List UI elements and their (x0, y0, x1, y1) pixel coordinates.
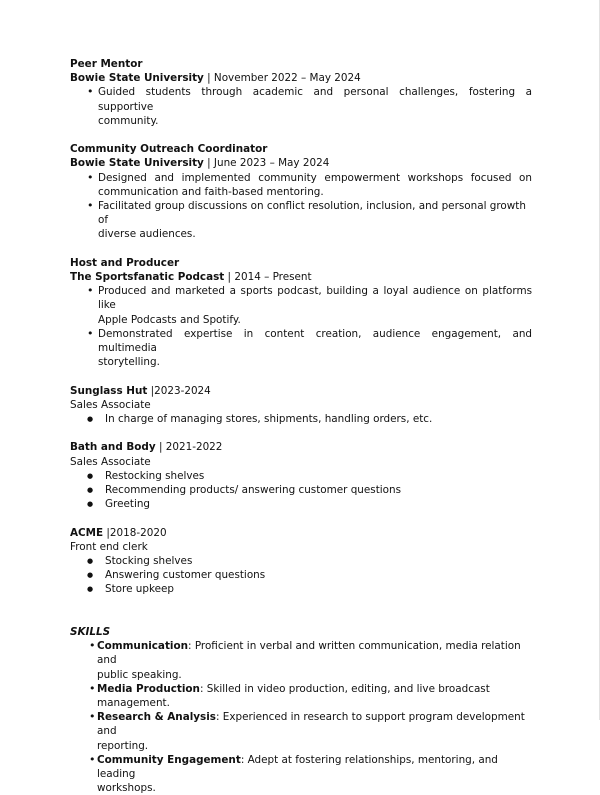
bullet-item (70, 85, 532, 128)
job-org-line (70, 440, 532, 454)
job-bullets (70, 412, 532, 426)
job-org-line (70, 156, 532, 170)
job-org-line (70, 526, 532, 540)
skill-desc: : Proficient in verbal and written communication, media relation and (97, 640, 521, 667)
bullet-text-cont: Apple Podcasts and Spotify. (98, 313, 241, 326)
bullet-item: ● Answering customer questions (70, 568, 532, 582)
skill-desc: : Experienced in research to support program development and (97, 711, 525, 738)
job-title: Host and Producer (70, 256, 180, 269)
job-outreach (70, 142, 532, 241)
job-role: Sales Associate (70, 455, 151, 468)
bullet-text-cont: community. (98, 114, 159, 127)
skills-list (70, 639, 532, 795)
skill-name: Research & Analysis (97, 711, 216, 724)
bullet-text: • Facilitated group discussions on conflict resolution, inclusion, and personal growth of (98, 200, 526, 227)
job-dates: | 2021-2022 (155, 441, 223, 454)
bullet-item: ● Restocking shelves (70, 469, 532, 483)
job-bath-and-body (70, 440, 532, 511)
skill-desc: : Skilled in video production, editing, and live broadcast (199, 682, 490, 695)
skill-name: Community Engagement (97, 753, 241, 766)
job-org: ACME (70, 526, 104, 539)
bullet-text-cont: communication and faith-based mentoring. (98, 185, 324, 198)
job-org-line (70, 384, 532, 398)
resume-content (70, 57, 532, 795)
bullet-item (70, 199, 532, 242)
job-dates: | June 2023 – May 2024 (203, 157, 330, 170)
bullet-item: ● Stocking shelves (70, 554, 532, 568)
skill-name: Communication (97, 640, 189, 653)
job-org: Bowie State University (70, 72, 204, 85)
job-bullets (70, 469, 532, 512)
bullet-text: • Produced and marketed a sports podcast, building a loyal audience on platforms like (98, 285, 532, 312)
job-sunglass-hut (70, 384, 532, 427)
job-org: Bowie State University (70, 157, 204, 170)
skill-desc-cont: workshops. (97, 782, 156, 795)
job-org: Bath and Body (70, 441, 156, 454)
job-role: Sales Associate (70, 398, 151, 411)
skill-desc-cont: reporting. (97, 739, 149, 752)
skill-desc-cont: management. (97, 697, 170, 710)
job-bullets (70, 171, 532, 242)
job-peer-mentor (70, 57, 532, 128)
job-org: Sunglass Hut (70, 384, 148, 397)
skills-section (70, 625, 532, 795)
job-dates: |2018-2020 (103, 526, 167, 539)
job-bullets (70, 554, 532, 597)
bullet-item: ● Store upkeep (70, 582, 532, 596)
job-bullets (70, 85, 532, 128)
bullet-item: ● Greeting (70, 497, 532, 511)
job-dates: | 2014 – Present (224, 271, 312, 284)
bullet-item: ● In charge of managing stores, shipments, handling orders, etc. (70, 412, 532, 426)
bullet-item (70, 171, 532, 199)
job-podcast (70, 256, 532, 370)
bullet-item (70, 284, 532, 327)
bullet-item: ● Recommending products/ answering customer questions (70, 483, 532, 497)
job-acme (70, 526, 532, 597)
bullet-item (70, 327, 532, 370)
bullet-text: • Designed and implemented community empowerment workshops focused on (98, 171, 532, 184)
bullet-text: • Guided students through academic and personal challenges, fostering a supportive (98, 86, 532, 113)
job-dates: |2023-2024 (147, 384, 211, 397)
skill-item (70, 639, 532, 682)
skill-desc: : Adept at fostering relationships, mentoring, and leading (97, 753, 498, 781)
job-title: Peer Mentor (70, 58, 143, 70)
bullet-text-cont: storytelling. (98, 356, 160, 369)
job-bullets (70, 284, 532, 369)
skills-heading: SKILLS (70, 626, 111, 639)
skill-name: Media Production (97, 682, 200, 695)
skill-item (70, 710, 532, 753)
bullet-text: • Demonstrated expertise in content creation, audience engagement, and multimedia (98, 327, 532, 355)
job-dates: | November 2022 – May 2024 (203, 72, 361, 85)
bullet-text-cont: diverse audiences. (98, 228, 196, 241)
job-org-line (70, 71, 532, 85)
job-title: Community Outreach Coordinator (70, 143, 268, 156)
skill-item (70, 753, 532, 795)
job-role: Front end clerk (70, 540, 148, 553)
job-org-line (70, 270, 532, 284)
job-org: The Sportsfanatic Podcast (70, 271, 225, 284)
skill-item (70, 682, 532, 710)
skill-desc-cont: public speaking. (97, 668, 182, 681)
